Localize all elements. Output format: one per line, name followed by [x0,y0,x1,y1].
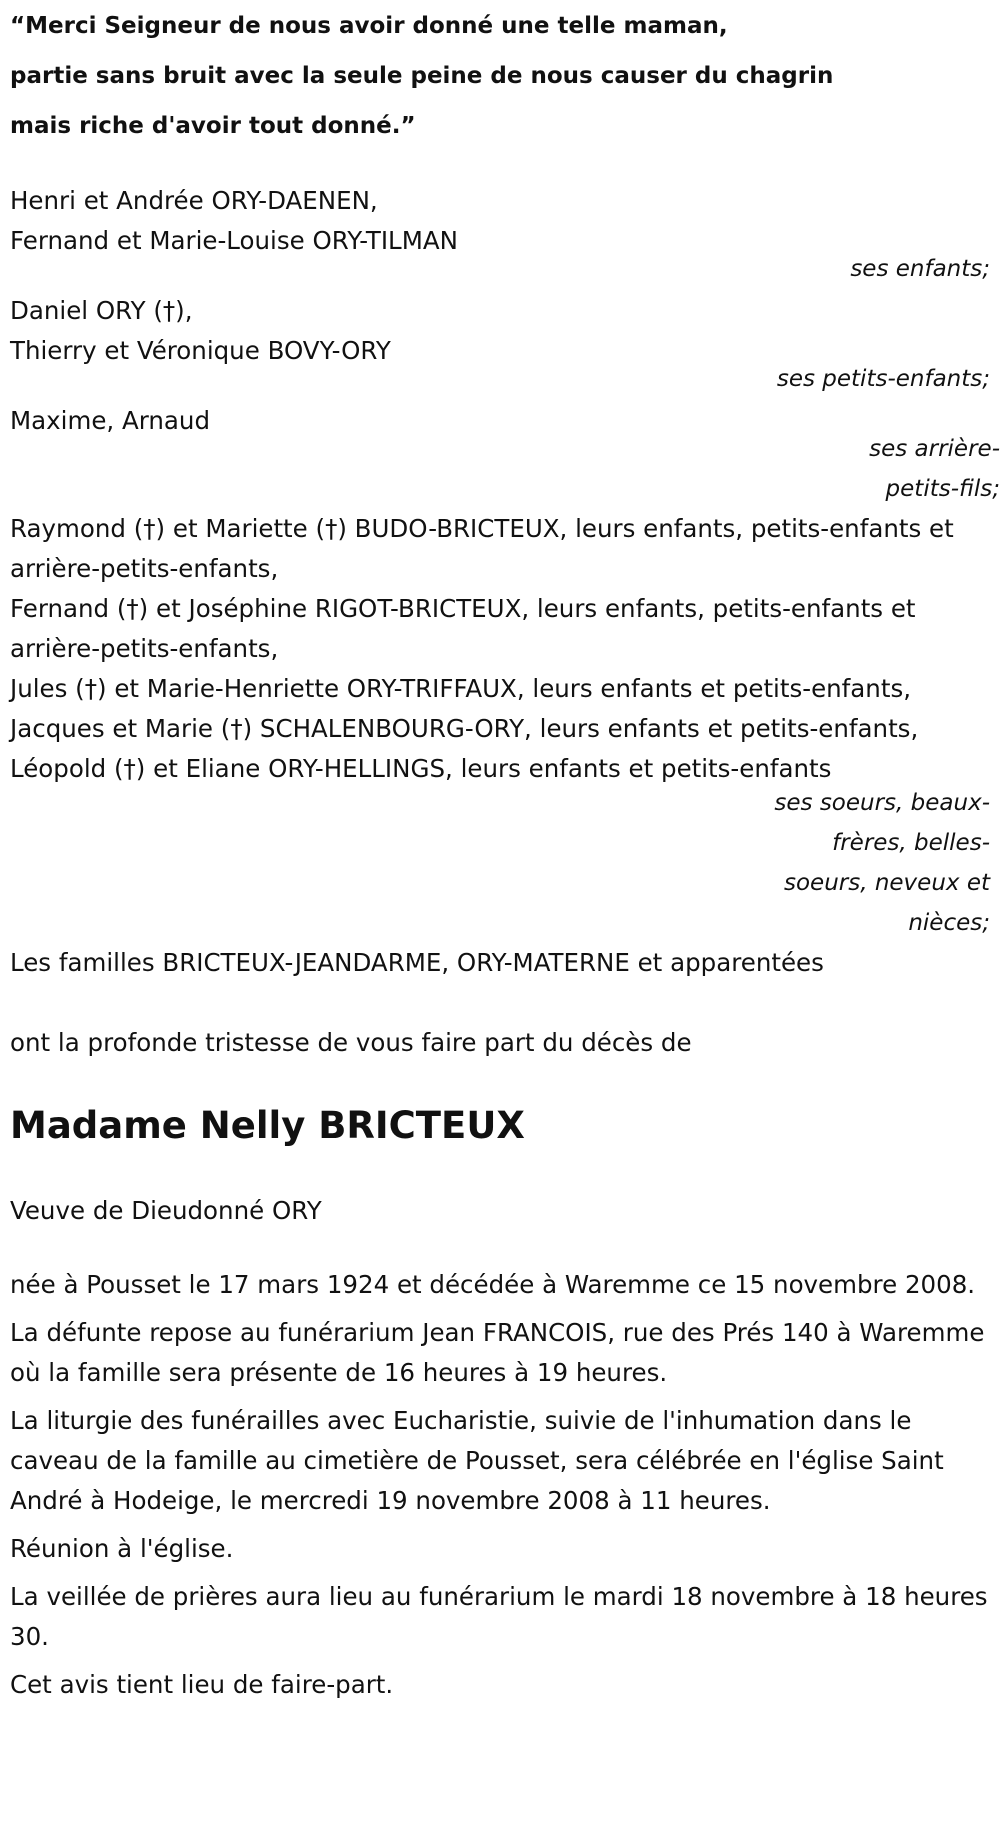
funeral-liturgy-info: La liturgie des funérailles avec Eucharistie, suivie de l'inhumation dans le caveau de la famille au cimetière de Pousset, sera célébrée en l'église Saint André à Hodeige, le mercredi 19 novembre 2008 à 11 heures. [10,1406,944,1515]
relation-line: ses arrière- [869,436,1000,462]
relation-line: ses soeurs, beaux- [774,790,990,816]
quote-line-3: mais riche d'avoir tout donné.” [10,113,416,139]
relation-line: nièces; [908,910,990,936]
sibling-entry: Léopold (†) et Eliane ORY-HELLINGS, leurs enfants et petits-enfants [10,754,832,783]
relation-grandchildren: ses petits-enfants; [776,366,990,392]
relation-line: petits-fils; [885,476,1000,502]
family-name-line: Maxime, Arnaud [10,406,210,435]
sibling-entry: Raymond (†) et Mariette (†) BUDO-BRICTEUX, leurs enfants, petits-enfants et arrière-petits-enfants, [10,514,954,583]
birth-death-dates: née à Pousset le 17 mars 1924 et décédée à Waremme ce 15 novembre 2008. [10,1270,976,1299]
relation-great-grandchildren [10,429,1000,509]
siblings-list [10,509,990,789]
quote-line-1: “Merci Seigneur de nous avoir donné une telle maman, [10,13,728,39]
family-name-line: Henri et Andrée ORY-DAENEN, [10,186,378,215]
relation-line: frères, belles- [832,830,990,856]
family-name-line: Fernand et Marie-Louise ORY-TILMAN [10,226,458,255]
sibling-entry: Fernand (†) et Joséphine RIGOT-BRICTEUX, leurs enfants, petits-enfants et arrière-petits-enfants, [10,594,916,663]
extended-families: Les familles BRICTEUX-JEANDARME, ORY-MATERNE et apparentées [10,948,824,977]
family-name-line: Thierry et Véronique BOVY-ORY [10,336,391,365]
deceased-name: Madame Nelly BRICTEUX [10,1104,525,1147]
notice-statement: Cet avis tient lieu de faire-part. [10,1670,394,1699]
meeting-place: Réunion à l'église. [10,1534,234,1563]
relation-line: soeurs, neveux et [783,870,990,896]
quote-line-2: partie sans bruit avec la seule peine de nous causer du chagrin [10,63,834,89]
widow-of: Veuve de Dieudonné ORY [10,1196,322,1225]
memorial-quote [10,0,990,151]
prayer-vigil-info: La veillée de prières aura lieu au funérarium le mardi 18 novembre à 18 heures 30. [10,1582,988,1651]
relation-siblings [10,783,990,943]
sibling-entry: Jacques et Marie (†) SCHALENBOURG-ORY, leurs enfants et petits-enfants, [10,714,919,743]
announcement-text: ont la profonde tristesse de vous faire part du décès de [10,1028,692,1057]
family-name-line: Daniel ORY (†), [10,296,193,325]
sibling-entry: Jules (†) et Marie-Henriette ORY-TRIFFAUX, leurs enfants et petits-enfants, [10,674,911,703]
relation-children: ses enfants; [850,256,990,282]
funeral-home-info: La défunte repose au funérarium Jean FRANCOIS, rue des Prés 140 à Waremme où la famille sera présente de 16 heures à 19 heures. [10,1318,985,1387]
